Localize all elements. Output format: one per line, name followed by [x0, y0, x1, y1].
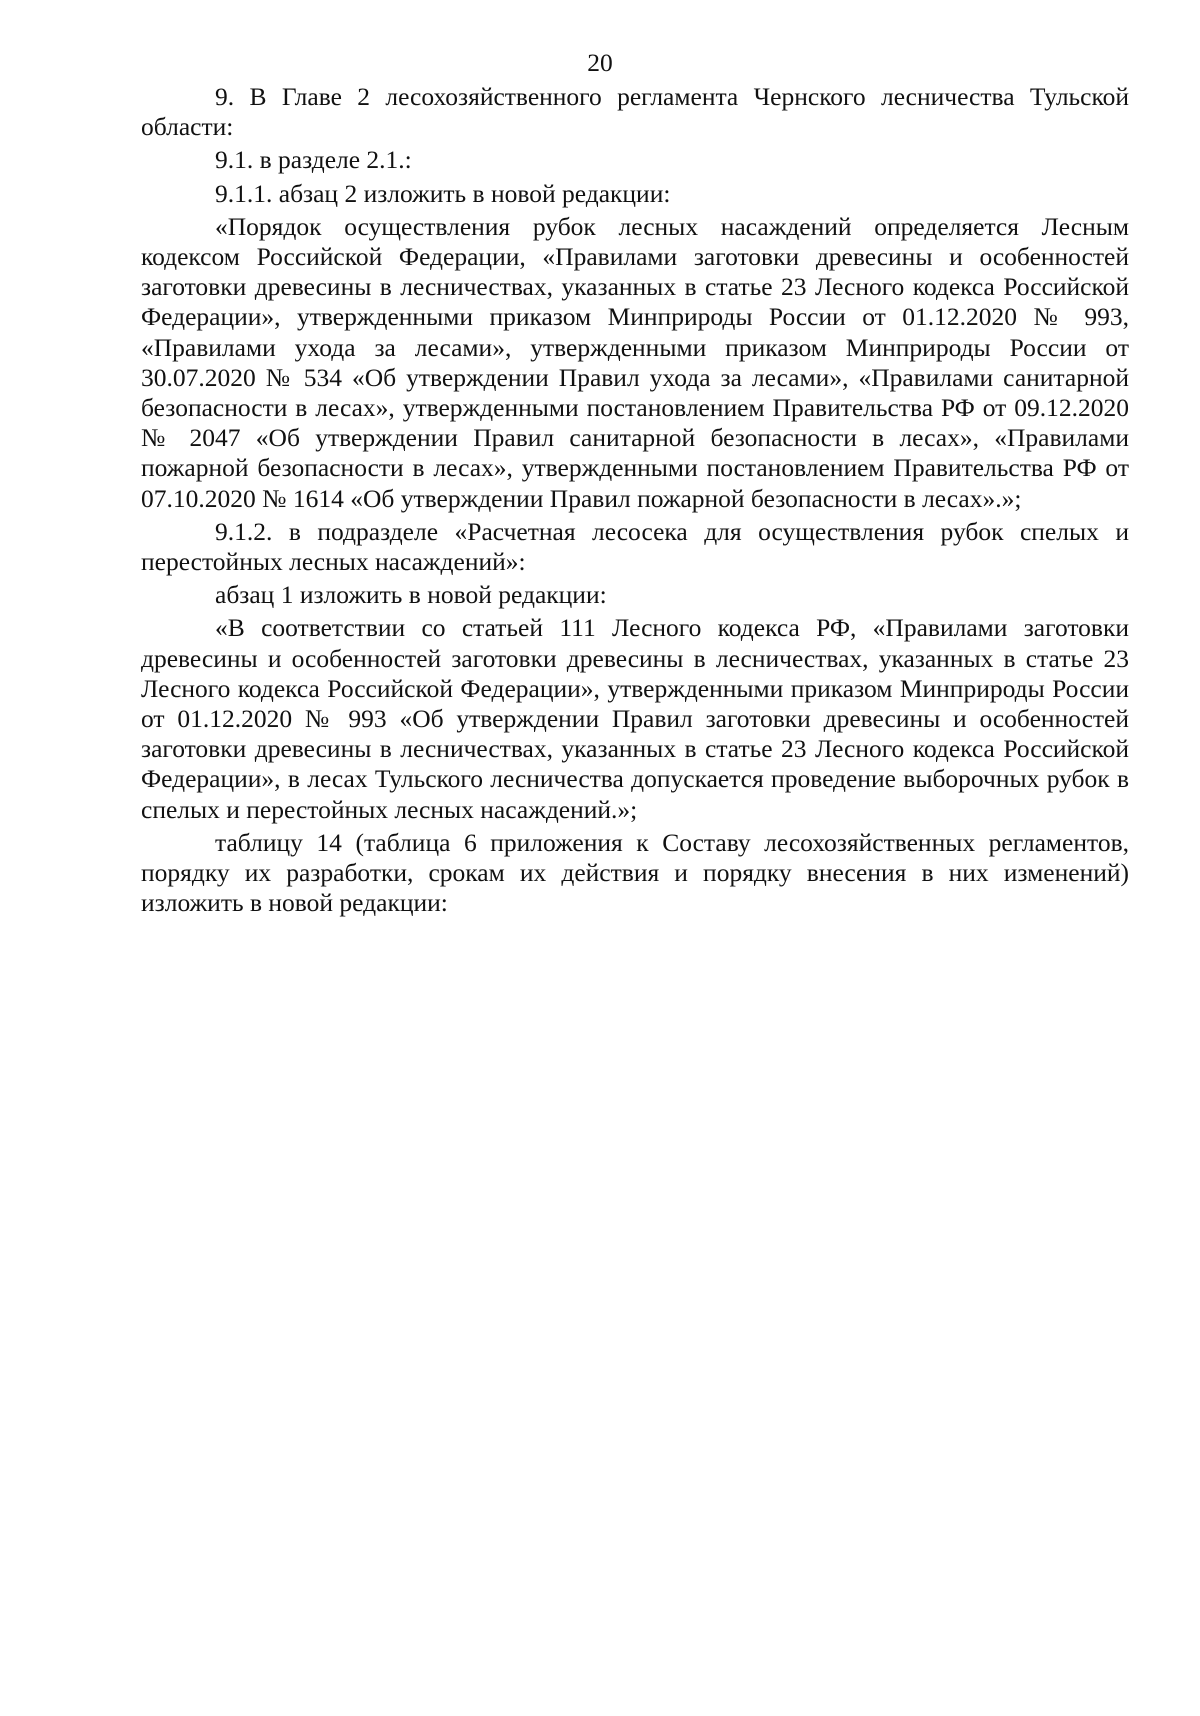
paragraph-chapter-2-intro: 9. В Главе 2 лесохозяйственного регламента Чернского лесничества Тульской области:	[141, 82, 1129, 142]
paragraph-section-9-1-2: 9.1.2. в подразделе «Расчетная лесосека для осуществления рубок спелых и перестойных лесных насаждений»:	[141, 516, 1129, 577]
paragraph-section-9-1-1: 9.1.1. абзац 2 изложить в новой редакции:	[215, 178, 671, 208]
paragraph-abzac-1: абзац 1 изложить в новой редакции:	[215, 580, 607, 610]
paragraph-section-9-1: 9.1. в разделе 2.1.:	[215, 145, 412, 175]
document-body	[141, 82, 1129, 918]
paragraph-quoted-logging-order: «Порядок осуществления рубок лесных насаждений определяется Лесным кодексом Российской Федерации, «Правилами заготовки древесины и особенностей заготовки древесины в лесничествах, указанных в статье 23 Лесного кодекса Российской Федерации», утвержденными приказом Минприроды России от 01.12.2020 № 993, «Правилами ухода за лесами», утвержденными приказом Минприроды России от 30.07.2020 № 534 «Об утверждении Правил ухода за лесами», «Правилами санитарной безопасности в лесах», утвержденными постановлением Правительства РФ от 09.12.2020 № 2047 «Об утверждении Правил санитарной безопасности в лесах», «Правилами пожарной безопасности в лесах», утвержденными постановлением Правительства РФ от 07.10.2020 № 1614 «Об утверждении Правил пожарной безопасности в лесах».»;	[141, 211, 1129, 513]
paragraph-quoted-article-111: «В соответствии со статьей 111 Лесного кодекса РФ, «Правилами заготовки древесины и особенностей заготовки древесины в лесничествах, указанных в статье 23 Лесного кодекса Российской Федерации», утвержденными приказом Минприроды России от 01.12.2020 № 993 «Об утверждении Правил заготовки древесины и особенностей заготовки древесины в лесничествах, указанных в статье 23 Лесного кодекса Российской Федерации», в лесах Тульского лесничества допускается проведение выборочных рубок в спелых и перестойных лесных насаждений.»;	[141, 613, 1129, 824]
page-number: 20	[587, 48, 613, 77]
paragraph-table-14: таблицу 14 (таблица 6 приложения к Составу лесохозяйственных регламентов, порядку их разработки, срокам их действия и порядку внесения в них изменений) изложить в новой редакции:	[141, 827, 1129, 918]
